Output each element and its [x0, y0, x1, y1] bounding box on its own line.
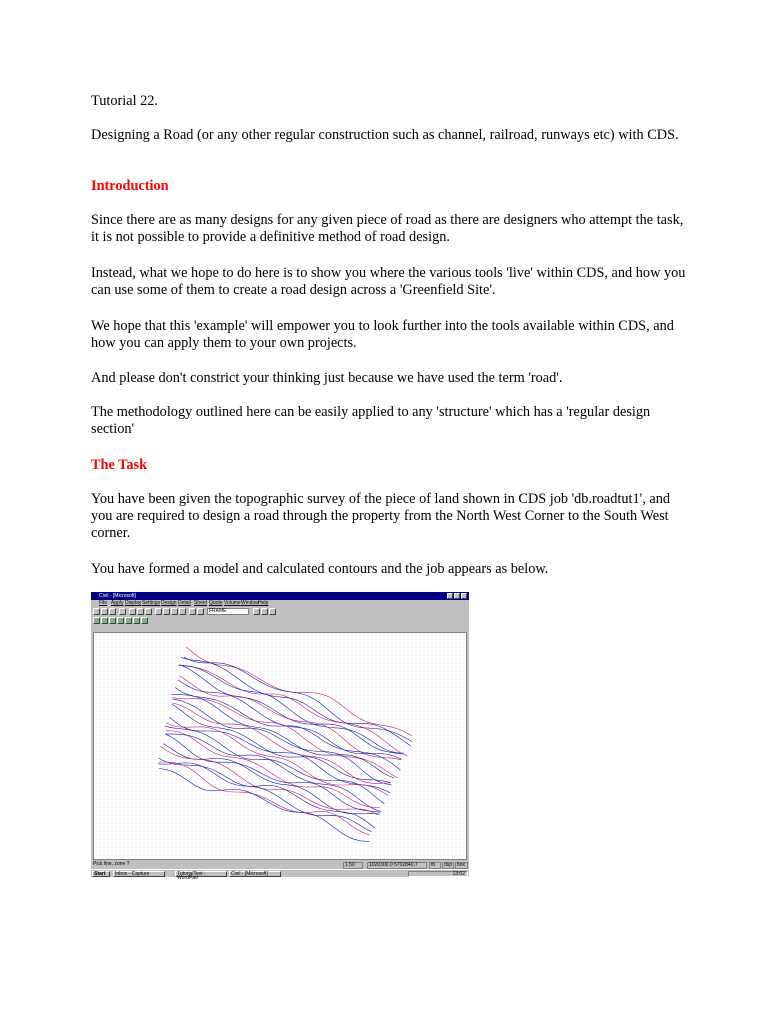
tool-icon — [141, 617, 148, 624]
pan-icon — [171, 608, 178, 615]
tool-icon — [133, 617, 140, 624]
tool-icon — [93, 617, 100, 624]
paragraph: Instead, what we hope to do here is to show you where the various tools 'live' within CDS, and how you can use some of them to create a road design across a 'Greenfield Site'. — [91, 265, 686, 298]
status-field: 1.50 — [343, 862, 363, 869]
tool-icon — [109, 617, 116, 624]
menu-item-detail: Detail — [178, 600, 191, 606]
taskbar-item: TutorialText - WordPad — [175, 871, 227, 877]
tool-icon — [125, 617, 132, 624]
contour-line — [180, 676, 402, 760]
menu-item-file: File — [99, 600, 108, 606]
contour-line — [163, 744, 380, 815]
section-heading-the-task: The Task — [91, 457, 148, 473]
layer-combo: FRAME — [207, 608, 249, 615]
tool-icon — [101, 617, 108, 624]
minimize-icon — [447, 593, 453, 599]
drawing-canvas — [93, 632, 467, 860]
taskbar — [91, 869, 469, 881]
system-tray-clock: 13:02 — [408, 871, 468, 877]
window-title: Civil - [Microsoft] — [99, 593, 136, 599]
taskbar-item: Inbox - Capture — [113, 871, 165, 877]
menu-item-design: Design — [161, 600, 177, 606]
window-titlebar — [91, 592, 469, 600]
menu-bar — [91, 600, 469, 607]
menu-item-window: Window — [241, 600, 259, 606]
paragraph: You have been given the topographic survey of the piece of land shown in CDS job 'db.roadtut1', and you are required to design a road through the property from the North West Corner to the South West corner. — [91, 491, 671, 541]
tool-icon — [117, 617, 124, 624]
menu-item-sheet: Sheet — [194, 600, 208, 606]
zoom-icon — [163, 608, 170, 615]
help-icon — [261, 608, 268, 615]
status-field: dsp — [444, 862, 453, 868]
contour-line — [173, 703, 391, 783]
section-heading-introduction: Introduction — [91, 178, 169, 194]
contour-line — [158, 763, 371, 832]
start-button: Start — [92, 871, 110, 877]
cds-screenshot — [91, 592, 469, 881]
menu-item-settings: Settings — [142, 600, 161, 606]
menu-item-display: Display — [125, 600, 142, 606]
menu-item-apply: Apply — [111, 600, 124, 606]
paragraph: We hope that this 'example' will empower you to look further into the tools available within CDS, and how you can apply them to your own projects. — [91, 318, 674, 351]
status-field: th — [429, 862, 441, 869]
paragraph: Since there are as many designs for any given piece of road as there are designers who attempt the task, it is not possible to provide a definitive method of road design. — [91, 212, 684, 245]
undo-icon — [155, 608, 162, 615]
layer-icon — [189, 608, 196, 615]
status-bar — [91, 861, 469, 868]
contour-map — [94, 633, 466, 859]
save-icon — [109, 608, 116, 615]
contour-line — [158, 758, 374, 828]
menu-item-volume: Volume — [224, 600, 241, 606]
new-icon — [93, 608, 100, 615]
status-field: box — [455, 862, 468, 869]
contour-line — [166, 731, 380, 808]
paste-icon — [145, 608, 152, 615]
contour-line — [165, 734, 381, 812]
status-field: 1020300.0 5702840.7 — [367, 862, 427, 869]
taskbar-item: Civil - [Microsoft] — [229, 871, 281, 877]
toolbar-draw — [93, 617, 193, 625]
print-icon — [119, 608, 126, 615]
maximize-icon — [454, 593, 460, 599]
copy-icon — [137, 608, 144, 615]
toolbar-standard — [93, 608, 467, 616]
query-icon — [253, 608, 260, 615]
menu-item-quote: Quote — [209, 600, 223, 606]
select-icon — [197, 608, 204, 615]
contour-line — [178, 665, 403, 753]
status-text: Pick line, zone ? — [93, 861, 130, 867]
contour-line — [172, 695, 394, 778]
document-subtitle: Designing a Road (or any other regular construction such as channel, railroad, runways etc) with CDS. — [91, 127, 679, 143]
paragraph: And please don't constrict your thinking just because we have used the term 'road'. — [91, 370, 563, 386]
contour-line — [184, 657, 412, 741]
paragraph: You have formed a model and calculated contours and the job appears as below. — [91, 561, 549, 577]
menu-item-help: Help — [258, 600, 269, 606]
close-icon — [461, 593, 467, 599]
open-icon — [101, 608, 108, 615]
settings-icon — [269, 608, 276, 615]
contour-line — [169, 717, 390, 793]
contour-line — [179, 665, 401, 754]
document-title: Tutorial 22. — [91, 93, 158, 109]
paragraph: The methodology outlined here can be easily applied to any 'structure' which has a 'regular design section' — [91, 404, 651, 437]
redraw-icon — [179, 608, 186, 615]
cut-icon — [129, 608, 136, 615]
